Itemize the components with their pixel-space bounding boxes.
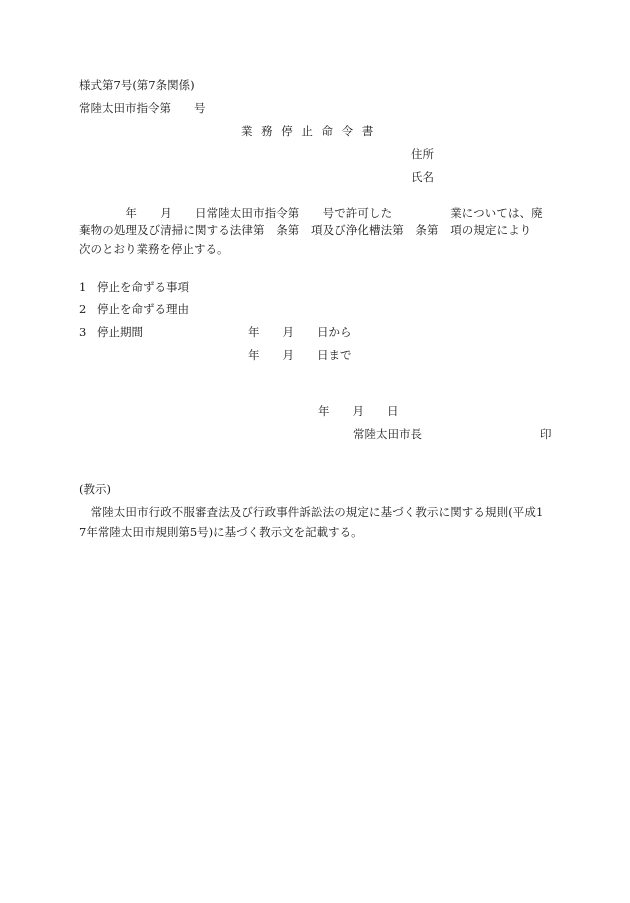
notice-line-1: 常陸太田市行政不服審査法及び行政事件訴訟法の規定に基づく教示に関する規則(平成1 (79, 505, 544, 519)
list-item-number: 1 (79, 280, 87, 294)
form-label: 様式第7号(第7条関係) (79, 78, 195, 92)
period-from: 年 月 日から (248, 325, 352, 339)
notice-heading: (教示) (79, 482, 111, 496)
permit-reference: 常陸太田市指令第 号 (79, 101, 206, 115)
address-label: 住所 (411, 147, 434, 161)
body-line-2: 棄物の処理及び清掃に関する法律第 条第 項及び浄化槽法第 条第 項の規定により (79, 223, 532, 237)
list-item-label: 停止を命ずる理由 (97, 302, 189, 316)
body-line-1: 年 月 日常陸太田市指令第 号で許可した 業については、廃 (79, 206, 543, 220)
issue-date: 年 月 日 (318, 404, 399, 418)
period-to: 年 月 日まで (248, 348, 352, 362)
list-item-number: 3 (79, 325, 87, 339)
list-item-number: 2 (79, 302, 87, 316)
body-line-3: 次のとおり業務を停止する。 (79, 242, 229, 256)
name-label: 氏名 (411, 170, 434, 184)
document-title: 業務停止命令書 (241, 124, 382, 138)
seal-mark: 印 (540, 427, 552, 441)
list-item-label: 停止を命ずる事項 (97, 280, 189, 294)
list-item-label: 停止期間 (97, 325, 143, 339)
notice-line-2: 7年常陸太田市規則第5号)に基づく教示文を記載する。 (79, 525, 363, 539)
issuer-name: 常陸太田市長 (353, 427, 422, 441)
